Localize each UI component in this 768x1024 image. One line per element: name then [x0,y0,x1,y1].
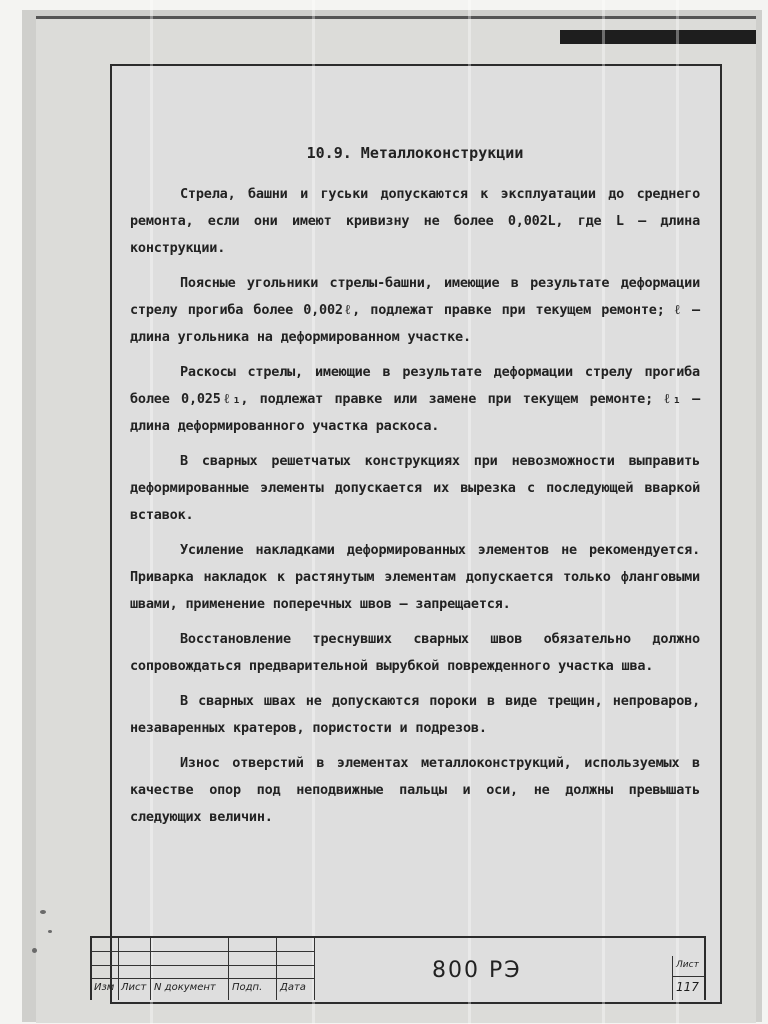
paragraph: Стрела, башни и гуськи допускаются к эксплуатации до среднего ремонта, если они имеют кривизну не более 0,002L, где L – длина конструкции. [130,186,700,256]
label-doc: N документ [154,982,216,993]
label-list: Лист [121,982,147,993]
paragraph: Износ отверстий в элементах металлоконструкций, используемых в качестве опор под неподвижные пальцы и оси, не должны превышать следующих величин. [130,755,700,825]
label-izm: Изм [94,982,115,993]
scan-edge-bar [560,30,756,44]
grid-line [92,965,314,966]
paragraph: Восстановление треснувших сварных швов обязательно должно сопровождаться предварительной вырубкой поврежденного участка шва. [130,631,700,674]
label-date: Дата [280,982,306,993]
paragraph: Усиление накладками деформированных элементов не рекомендуется. Приварка накладок к растянутым элементам допускается только фланговыми швами, применение поперечных швов – запрещается. [130,542,700,612]
paragraph: В сварных решетчатых конструкциях при невозможности выправить деформированные элементы допускается их вырезка с последующей вваркой вставок. [130,453,700,523]
revision-grid [92,938,315,978]
scan-speck [40,910,46,914]
sheet-number: 117 [676,980,699,994]
title-block-labels [92,980,314,998]
section-title: 10.9. Металлоконструкции [306,144,524,162]
label-sign: Подп. [232,982,263,993]
paragraph: Поясные угольники стрелы-башни, имеющие в результате деформации стрелу прогиба более 0,002ℓ, подлежат правке при текущем ремонте; ℓ – длина угольника на деформированном участке. [130,275,700,345]
scan-speck [32,948,37,953]
grid-line [92,978,314,979]
paragraph: В сварных швах не допускаются пороки в виде трещин, непроваров, незаваренных кратеров, пористости и подрезов. [130,693,700,736]
title-block [90,936,706,1000]
grid-line [314,938,315,1000]
sheet-label: Лист [676,960,699,970]
paragraph: Раскосы стрелы, имеющие в результате деформации стрелу прогиба более 0,025ℓ₁, подлежат правке или замене при текущем ремонте; ℓ₁ – длина деформированного участка раскоса. [130,364,700,434]
grid-line [92,951,314,952]
document-body [130,140,700,839]
document-code: 800 РЭ [432,958,522,983]
scan-speck [48,930,52,933]
sheet-divider [672,976,704,977]
